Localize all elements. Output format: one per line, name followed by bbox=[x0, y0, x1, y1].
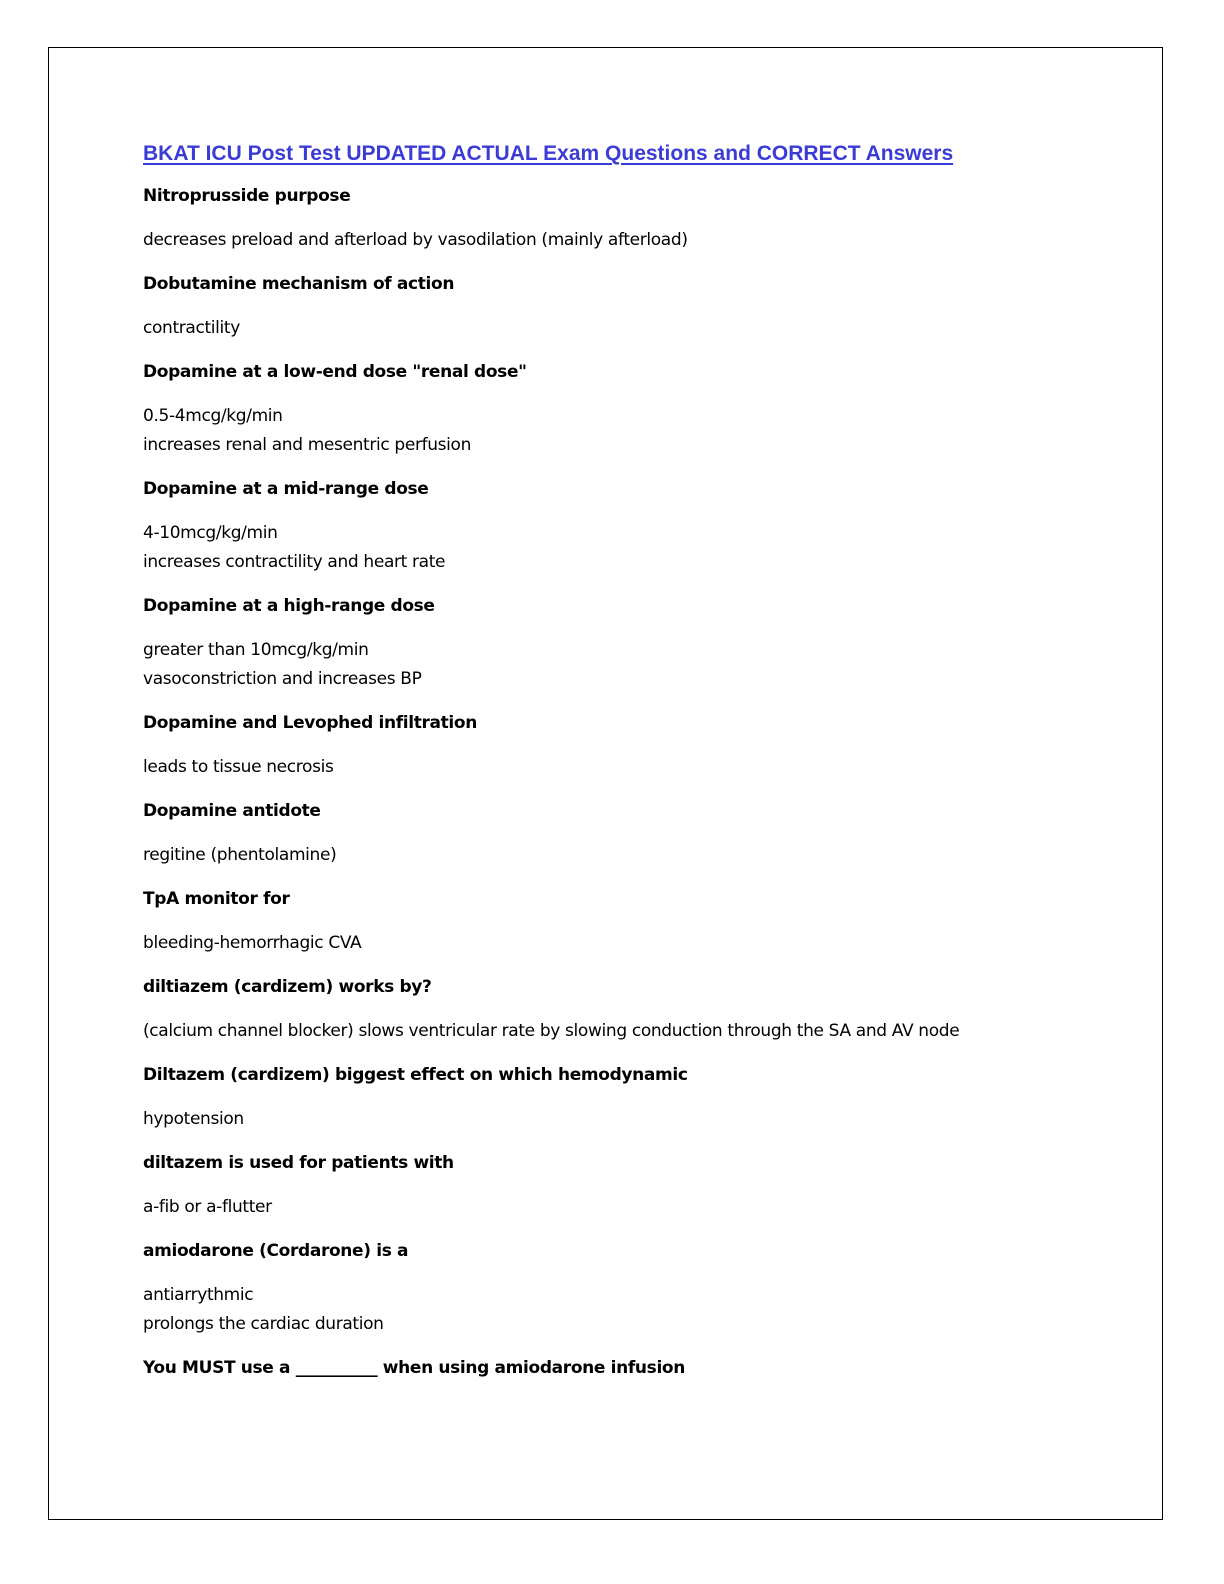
qa-item bbox=[143, 1149, 1143, 1222]
question-text: You MUST use a __________ when using amiodarone infusion bbox=[143, 1358, 686, 1378]
question-text: Dobutamine mechanism of action bbox=[143, 274, 455, 294]
answer-block bbox=[143, 1281, 1143, 1339]
qa-item bbox=[143, 182, 1143, 255]
answer-line: 0.5-4mcg/kg/min bbox=[143, 406, 283, 426]
answer-block bbox=[143, 1105, 1143, 1134]
qa-item bbox=[143, 797, 1143, 870]
answer-block bbox=[143, 314, 1143, 343]
qa-item bbox=[143, 358, 1143, 460]
answer-block bbox=[143, 636, 1143, 694]
question-text: Dopamine at a low-end dose "renal dose" bbox=[143, 362, 527, 382]
question-text: diltazem is used for patients with bbox=[143, 1153, 454, 1173]
qa-list bbox=[143, 182, 1143, 1383]
answer-line: hypotension bbox=[143, 1109, 244, 1129]
answer-line: 4-10mcg/kg/min bbox=[143, 523, 278, 543]
question-text: Dopamine antidote bbox=[143, 801, 321, 821]
question-text: TpA monitor for bbox=[143, 889, 290, 909]
answer-block bbox=[143, 1017, 1143, 1046]
answer-line: regitine (phentolamine) bbox=[143, 845, 337, 865]
answer-line: vasoconstriction and increases BP bbox=[143, 669, 422, 689]
qa-item bbox=[143, 475, 1143, 577]
answer-block bbox=[143, 519, 1143, 577]
answer-line: leads to tissue necrosis bbox=[143, 757, 334, 777]
qa-item bbox=[143, 885, 1143, 958]
answer-line: decreases preload and afterload by vasodilation (mainly afterload) bbox=[143, 230, 688, 250]
document-body bbox=[143, 138, 1143, 1398]
answer-line: bleeding-hemorrhagic CVA bbox=[143, 933, 362, 953]
answer-line: contractility bbox=[143, 318, 240, 338]
answer-block bbox=[143, 929, 1143, 958]
answer-line: antiarrythmic bbox=[143, 1285, 254, 1305]
answer-block bbox=[143, 753, 1143, 782]
answer-line: a-fib or a-flutter bbox=[143, 1197, 272, 1217]
question-text: Dopamine and Levophed infiltration bbox=[143, 713, 477, 733]
qa-item bbox=[143, 592, 1143, 694]
question-text: Nitroprusside purpose bbox=[143, 186, 351, 206]
question-text: Diltazem (cardizem) biggest effect on which hemodynamic bbox=[143, 1065, 688, 1085]
question-text: Dopamine at a high-range dose bbox=[143, 596, 435, 616]
qa-item bbox=[143, 1237, 1143, 1339]
answer-block bbox=[143, 402, 1143, 460]
answer-line: (calcium channel blocker) slows ventricular rate by slowing conduction through the SA and AV node bbox=[143, 1021, 960, 1041]
answer-block bbox=[143, 841, 1143, 870]
qa-item bbox=[143, 1061, 1143, 1134]
qa-item bbox=[143, 270, 1143, 343]
answer-line: increases renal and mesentric perfusion bbox=[143, 435, 472, 455]
question-text: diltiazem (cardizem) works by? bbox=[143, 977, 432, 997]
answer-line: increases contractility and heart rate bbox=[143, 552, 446, 572]
question-text: amiodarone (Cordarone) is a bbox=[143, 1241, 409, 1261]
qa-item bbox=[143, 973, 1143, 1046]
qa-item bbox=[143, 709, 1143, 782]
question-text: Dopamine at a mid-range dose bbox=[143, 479, 429, 499]
answer-line: prolongs the cardiac duration bbox=[143, 1314, 384, 1334]
answer-block bbox=[143, 226, 1143, 255]
answer-block bbox=[143, 1193, 1143, 1222]
qa-item bbox=[143, 1354, 1143, 1383]
document-title-link[interactable]: BKAT ICU Post Test UPDATED ACTUAL Exam Questions and CORRECT Answers bbox=[143, 142, 954, 165]
answer-line: greater than 10mcg/kg/min bbox=[143, 640, 369, 660]
